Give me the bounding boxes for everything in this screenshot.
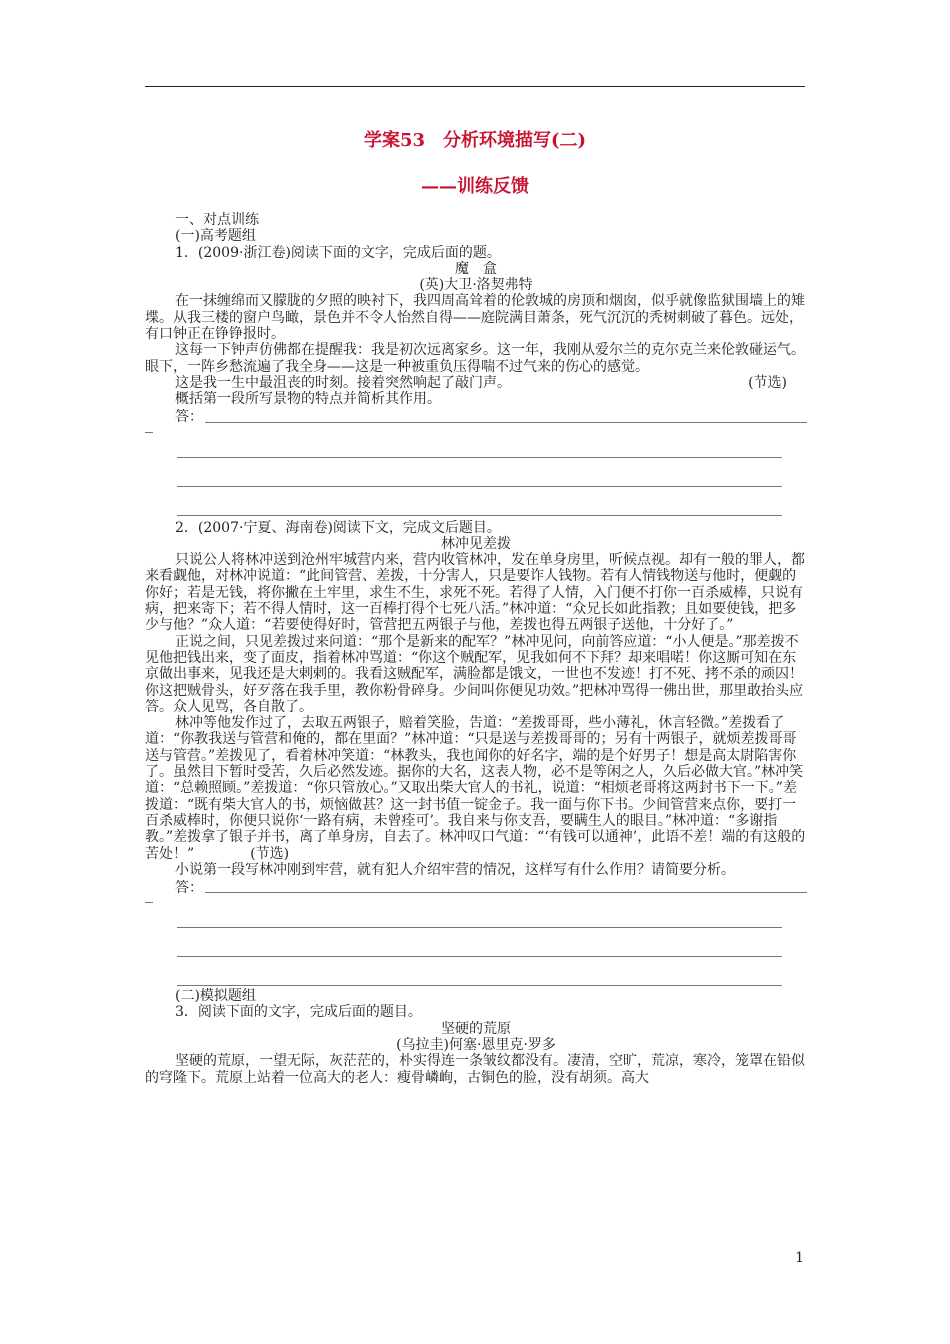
section-heading: 一、对点训练	[175, 212, 259, 228]
q1-paragraph	[145, 375, 807, 391]
q3-paragraph: 坚硬的荒原，一望无际，灰茫茫的，朴实得连一条皱纹都没有。凄清，空旷，荒凉，寒冷，笼罩在铅似的穹隆下。荒原上站着一位高大的老人：瘦骨嶙峋，古铜色的脸，没有胡须。高大	[145, 1053, 805, 1086]
question-2-stem: 2．(2007·宁夏、海南卷)阅读下文，完成文后题目。	[175, 519, 501, 536]
q3-author: (乌拉圭)何塞·恩里克·罗多	[396, 1036, 556, 1053]
q1-author: (英)大卫·洛契弗特	[419, 277, 533, 294]
answer-rule	[205, 892, 807, 893]
q1-paragraph: 在一抹缠绵而又朦胧的夕照的映衬下，我四周高耸着的伦敦城的房顶和烟囱，似乎就像监狱围墙上的雉堞。从我三楼的窗户鸟瞰，景色并不令人怡然自得——庭院满目萧条，死气沉沉的秃树刺破了暮色。远处，有口钟正在铮铮报时。	[145, 293, 805, 343]
question-1-stem: 1．(2009·浙江卷)阅读下面的文字，完成后面的题。	[175, 244, 501, 261]
q2-answer-label: 答：	[175, 879, 203, 896]
q2-question: 小说第一段写林冲刚到牢营，就有犯人介绍牢营的情况，这样写有什么作用？请简要分析。	[175, 861, 735, 878]
q2-answer-blank[interactable]	[177, 985, 782, 986]
answer-rule	[205, 422, 807, 423]
q1-passage-title: 魔 盒	[455, 260, 497, 277]
q2-source-note: (节选)	[250, 845, 290, 862]
page-title: 学案53 分析环境描写(二)	[363, 130, 587, 151]
q2-answer-blank[interactable]	[177, 956, 782, 957]
subsection-heading: (二)模拟题组	[175, 988, 256, 1005]
q2-paragraph: 正说之间，只见差拨过来问道：“那个是新来的配军？”林冲见问，向前答应道：“小人便是。”那差拨不见他把钱出来，变了面皮，指着林冲骂道：“你这个贼配军，见我如何不下拜？却来唱喏！你这厮可知在东京做出事来，见我还是大剌剌的。我看这贼配军，满脸都是饿文，一世也不发迹！打不死、拷不杀的顽囚！你这把贼骨头，好歹落在我手里，教你粉骨碎身。少间叫你便见功效。”把林冲骂得一佛出世，那里敢抬头应答。众人见骂，各自散了。	[145, 633, 804, 715]
q2-passage-title: 林冲见差拨	[441, 535, 511, 552]
q1-answer-blank[interactable]	[177, 515, 782, 516]
answer-dash	[145, 432, 153, 433]
q2-answer-line[interactable]	[145, 878, 807, 896]
q1-answer-blank[interactable]	[177, 486, 782, 487]
q3-passage-title: 坚硬的荒原	[441, 1020, 511, 1037]
q1-paragraph: 这每一下钟声仿佛都在提醒我：我是初次远离家乡。这一年，我刚从爱尔兰的克尔克兰来伦敦碰运气。眼下，一阵乡愁流遍了我全身——这是一种被重负压得喘不过气来的伤心的感觉。	[145, 342, 805, 375]
q1-paragraph-text: 这是我一生中最沮丧的时刻。接着突然响起了敲门声。	[175, 374, 511, 391]
question-3-stem: 3．阅读下面的文字，完成后面的题目。	[175, 1004, 422, 1021]
q1-question: 概括第一段所写景物的特点并简析其作用。	[175, 391, 441, 408]
q1-answer-label: 答：	[175, 409, 203, 426]
header-rule	[145, 86, 805, 87]
document-body	[145, 212, 807, 1086]
page-subtitle: ——训练反馈	[421, 176, 529, 197]
q2-paragraph-text: 林冲等他发作过了，去取五两银子，赔着笑脸，告道：“差拨哥哥，些小薄礼，休言轻微。”差拨看了道：“你教我送与管营和俺的，都在里面？”林冲道：“只是送与差拨哥哥的；另有十两银子，就烦差拨哥哥送与管营。”差拨见了，看着林冲笑道：“林教头，我也闻你的好名字，端的是个好男子！想是高太尉陷害你了。虽然目下暂时受苦，久后必然发迹。据你的大名，这表人物，必不是等闲之人，久后必做大官。”林冲笑道：“总赖照顾。”差拨道：“你只管放心。”又取出柴大官人的书礼，说道：“相烦老哥将这两封书下一下。”差拨道：“既有柴大官人的书，烦恼做甚？这一封书值一锭金子。我一面与你下书。少间管营来点你，要打一百杀威棒时，你便只说你‘一路有病，未曾痊可’。我自来与你支吾，要瞒生人的眼目。”林冲道：“多谢指教。”差拨拿了银子并书，离了单身房，自去了。林冲叹口气道：“‘有钱可以通神’，此语不差！端的有这般的苦处！”	[145, 715, 806, 862]
q2-answer-blank[interactable]	[177, 927, 782, 928]
q2-paragraph: 只说公人将林冲送到沧州牢城营内来，营内收管林冲，发在单身房里，听候点视。却有一般的罪人，都来看觑他，对林冲说道：“此间管营、差拨，十分害人，只是要诈人钱物。若有人情钱物送与他时，便觑的你好；若是无钱，将你撇在土牢里，求生不生，求死不死。若得了人情，入门便不打你一百杀威棒，只说有病，把来寄下；若不得人情时，这一百棒打得个七死八活。”林冲道：“众兄长如此指教；且如要使钱，把多少与他？”众人道：“若要使得好时，管营把五两银子与他，差拨也得五两银子送他，十分好了。”	[145, 552, 805, 634]
subsection-heading: (一)高考题组	[175, 228, 256, 245]
q1-source-note: (节选)	[748, 374, 787, 391]
q1-answer-line[interactable]	[145, 408, 807, 426]
q2-paragraph	[145, 715, 807, 862]
page-number: 1	[795, 1250, 804, 1266]
q1-answer-blank[interactable]	[177, 457, 782, 458]
answer-dash	[145, 902, 153, 903]
